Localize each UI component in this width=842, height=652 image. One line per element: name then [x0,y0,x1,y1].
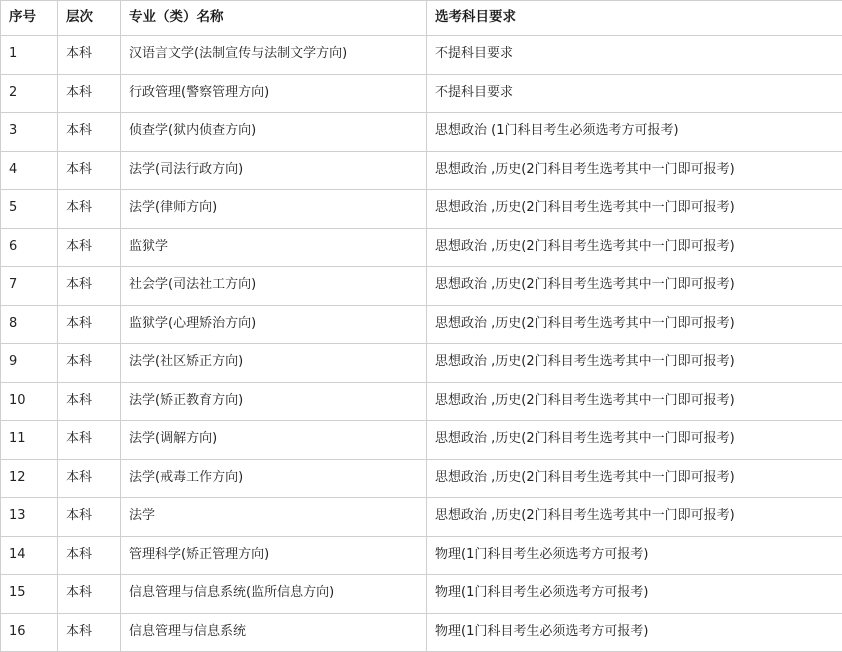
cell-level: 本科 [58,536,121,575]
table-row [1,536,842,575]
cell-level: 本科 [58,113,121,152]
column-header-major: 专业（类）名称 [121,1,427,36]
table-body [1,36,842,652]
cell-requirement: 思想政治 ,历史(2门科目考生选考其中一门即可报考) [427,151,842,190]
cell-index: 10 [1,382,58,421]
cell-major: 法学(律师方向) [121,190,427,229]
cell-index: 7 [1,267,58,306]
cell-index: 4 [1,151,58,190]
table-row [1,267,842,306]
cell-index: 14 [1,536,58,575]
cell-major: 监狱学 [121,228,427,267]
cell-level: 本科 [58,344,121,383]
cell-requirement: 思想政治 ,历史(2门科目考生选考其中一门即可报考) [427,267,842,306]
cell-requirement: 思想政治 ,历史(2门科目考生选考其中一门即可报考) [427,459,842,498]
cell-level: 本科 [58,575,121,614]
cell-major: 管理科学(矫正管理方向) [121,536,427,575]
cell-requirement: 思想政治 ,历史(2门科目考生选考其中一门即可报考) [427,498,842,537]
cell-major: 侦查学(狱内侦查方向) [121,113,427,152]
cell-level: 本科 [58,498,121,537]
cell-major: 行政管理(警察管理方向) [121,74,427,113]
cell-major: 法学 [121,498,427,537]
table-row [1,421,842,460]
cell-major: 信息管理与信息系统 [121,613,427,652]
column-header-index: 序号 [1,1,58,36]
cell-requirement: 不提科目要求 [427,36,842,75]
table-row [1,459,842,498]
cell-major: 监狱学(心理矫治方向) [121,305,427,344]
cell-major: 法学(矫正教育方向) [121,382,427,421]
cell-index: 16 [1,613,58,652]
table-row [1,498,842,537]
cell-index: 15 [1,575,58,614]
cell-requirement: 物理(1门科目考生必须选考方可报考) [427,575,842,614]
cell-level: 本科 [58,613,121,652]
cell-level: 本科 [58,459,121,498]
cell-major: 社会学(司法社工方向) [121,267,427,306]
cell-level: 本科 [58,382,121,421]
cell-requirement: 思想政治 ,历史(2门科目考生选考其中一门即可报考) [427,190,842,229]
cell-requirement: 思想政治 ,历史(2门科目考生选考其中一门即可报考) [427,344,842,383]
cell-index: 9 [1,344,58,383]
table-header-row [1,1,842,36]
cell-index: 13 [1,498,58,537]
column-header-requirement: 选考科目要求 [427,1,842,36]
table-row [1,228,842,267]
cell-index: 6 [1,228,58,267]
cell-requirement: 思想政治 (1门科目考生必须选考方可报考) [427,113,842,152]
cell-index: 11 [1,421,58,460]
cell-requirement: 思想政治 ,历史(2门科目考生选考其中一门即可报考) [427,421,842,460]
table-row [1,575,842,614]
cell-major: 法学(调解方向) [121,421,427,460]
cell-level: 本科 [58,267,121,306]
table-row [1,36,842,75]
cell-index: 8 [1,305,58,344]
cell-level: 本科 [58,305,121,344]
cell-index: 12 [1,459,58,498]
cell-index: 5 [1,190,58,229]
table-row [1,151,842,190]
table-row [1,305,842,344]
cell-requirement: 思想政治 ,历史(2门科目考生选考其中一门即可报考) [427,305,842,344]
cell-level: 本科 [58,74,121,113]
cell-requirement: 思想政治 ,历史(2门科目考生选考其中一门即可报考) [427,228,842,267]
table-header [1,1,842,36]
cell-major: 汉语言文学(法制宣传与法制文学方向) [121,36,427,75]
cell-index: 3 [1,113,58,152]
table-row [1,344,842,383]
cell-requirement: 物理(1门科目考生必须选考方可报考) [427,613,842,652]
table-row [1,613,842,652]
cell-level: 本科 [58,151,121,190]
table-row [1,382,842,421]
cell-index: 1 [1,36,58,75]
cell-requirement: 思想政治 ,历史(2门科目考生选考其中一门即可报考) [427,382,842,421]
table-row [1,113,842,152]
cell-major: 法学(戒毒工作方向) [121,459,427,498]
cell-level: 本科 [58,228,121,267]
table-row [1,190,842,229]
cell-requirement: 不提科目要求 [427,74,842,113]
column-header-level: 层次 [58,1,121,36]
cell-major: 信息管理与信息系统(监所信息方向) [121,575,427,614]
cell-level: 本科 [58,36,121,75]
table-row [1,74,842,113]
cell-level: 本科 [58,421,121,460]
cell-level: 本科 [58,190,121,229]
cell-major: 法学(司法行政方向) [121,151,427,190]
cell-requirement: 物理(1门科目考生必须选考方可报考) [427,536,842,575]
cell-index: 2 [1,74,58,113]
cell-major: 法学(社区矫正方向) [121,344,427,383]
